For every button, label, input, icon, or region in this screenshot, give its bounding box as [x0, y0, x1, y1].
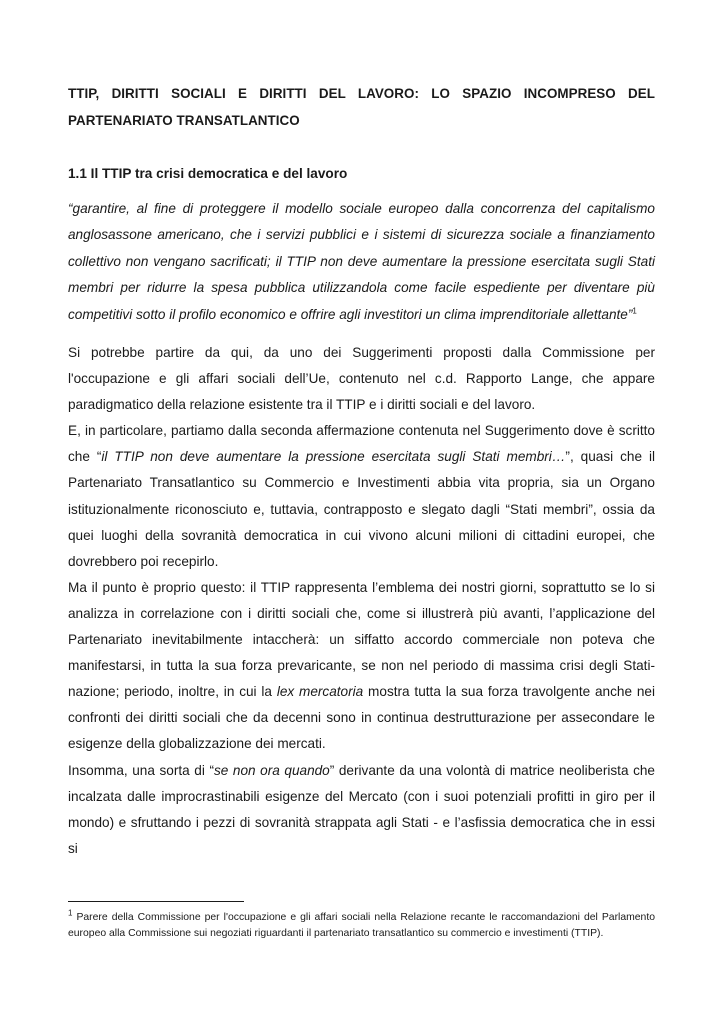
- quoted-suggestion: il TTIP non deve aumentare la pressione esercitata sugli Stati membri…: [101, 449, 566, 465]
- paragraph-2: E, in particolare, partiamo dalla seconda affermazione contenuta nel Suggerimento dove è scritto che “il TTIP non deve aumentare la pressione esercitata sugli Stati membri…”, quasi che il Partenariato Transatlantico su Commercio e Investimenti abbia vita propria, sia un Organo istituzionalmente riconosciuto e, tuttavia, contrapposto e slegato dagli “Stati membri”, ossia da quei luoghi della sovranità democratica in cui vivono alcuni milioni di cittadini europei, che dovrebbero poi recepirlo.: [68, 423, 655, 569]
- footnote-ref: 1: [632, 306, 637, 316]
- body-text: [68, 340, 655, 862]
- document-title: TTIP, DIRITTI SOCIALI E DIRITTI DEL LAVORO: LO SPAZIO INCOMPRESO DEL PARTENARIATO TRANSATLANTICO: [68, 86, 655, 128]
- opening-quote: [68, 196, 655, 328]
- section-heading: 1.1 Il TTIP tra crisi democratica e del lavoro: [68, 166, 348, 181]
- footnote-text: Parere della Commissione per l'occupazione e gli affari sociali nella Relazione recante le raccomandazioni del Parlamento europeo alla Commissione sui negoziati riguardanti il partenariato transatlantico su commercio e investimenti (TTIP).: [68, 912, 655, 939]
- paragraph-4: Insomma, una sorta di “se non ora quando” derivante da una volontà di matrice neoliberista che incalzata dalle improcrastinabili esigenze del Mercato (con i suoi potenziali profitti in giro per il mondo) e sfruttando i pezzi di sovranità strappata agli Stati - e l’asfissia democratica che in essi si: [68, 762, 655, 856]
- footnote-number: 1: [68, 908, 73, 918]
- footnote-separator: [68, 901, 244, 902]
- se-non-ora-quando: se non ora quando: [213, 762, 330, 778]
- paragraph-3: Ma il punto è proprio questo: il TTIP rappresenta l’emblema dei nostri giorni, soprattutto se lo si analizza in correlazione con i diritti sociali che, come si illustrerà più avanti, l’applicazione del Partenariato inevitabilmente intaccherà: un siffatto accordo commerciale non poteva che manifestarsi, in tutta la sua forza prevaricante, se non nel periodo di massima crisi degli Stati-nazione; periodo, inoltre, in cui la lex mercatoria mostra tutta la sua forza travolgente anche nei confronti dei diritti sociali che da decenni sono in continua destrutturazione per assecondare le esigenze della globalizzazione dei mercati.: [68, 579, 655, 752]
- quote-text: “garantire, al fine di proteggere il modello sociale europeo dalla concorrenza del capitalismo anglosassone americano, che i servizi pubblici e i sistemi di sicurezza sociale a finanziamento collettivo non vengano sacrificati; il TTIP non deve aumentare la pressione esercitata sugli Stati membri per ridurre la spesa pubblica utilizzandola come facile espediente per diventare più competitivi sotto il profilo economico e offrire agli investitori un clima imprenditoriale allettante”: [68, 201, 655, 322]
- footnote: [68, 910, 655, 942]
- lex-mercatoria: lex mercatoria: [276, 684, 364, 700]
- paragraph-1: Si potrebbe partire da qui, da uno dei Suggerimenti proposti dalla Commissione per l'occupazione e gli affari sociali dell’Ue, contenuto nel c.d. Rapporto Lange, che appare paradigmatico della relazione esistente tra il TTIP e i diritti sociali e del lavoro.: [68, 345, 655, 413]
